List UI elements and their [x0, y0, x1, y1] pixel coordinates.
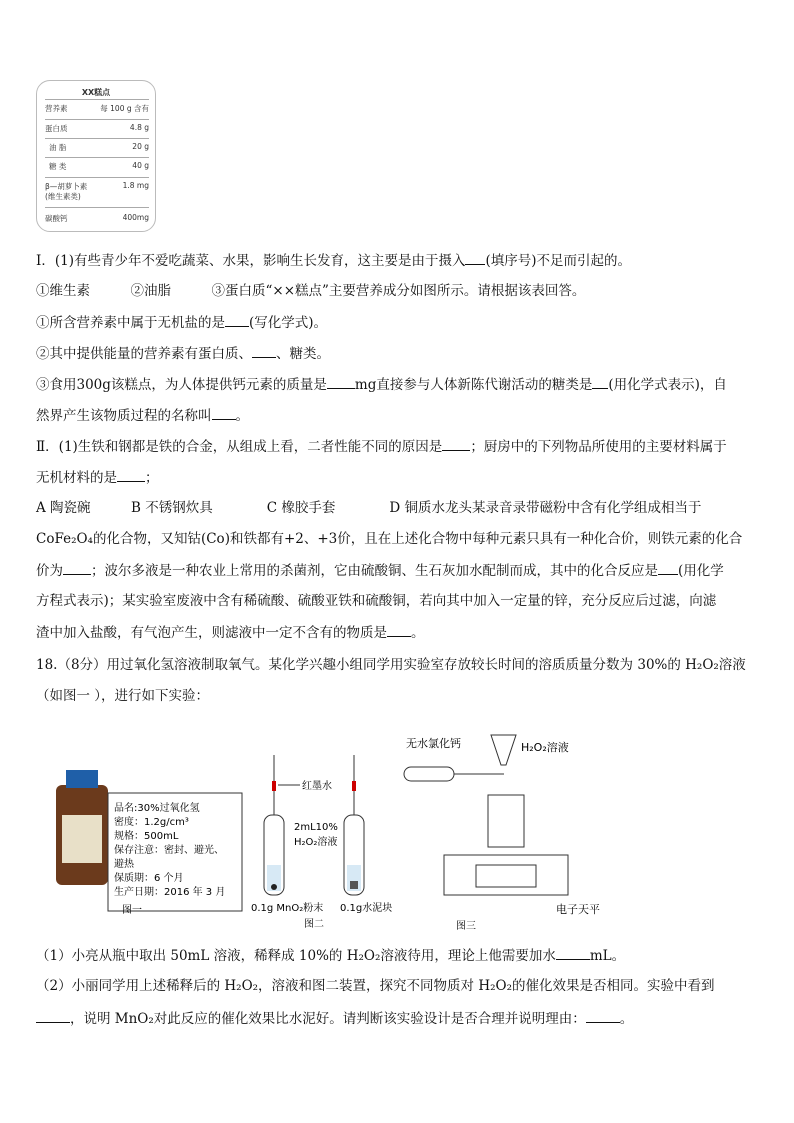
figure-3-caption: 图三: [456, 921, 476, 932]
cement-block: [350, 881, 358, 889]
red-ink-left: [272, 781, 276, 791]
text: ；: [145, 470, 159, 486]
answer-blank[interactable]: [465, 250, 485, 265]
figure-3: [404, 735, 600, 932]
info-line: 品名:30%过氧化氢: [114, 803, 200, 814]
info-line: 保质期：6 个月: [114, 873, 184, 884]
nutrition-row-value: 40 g: [132, 161, 149, 170]
question-line: [36, 945, 760, 966]
text: 方程式表示)；某实验室废液中含有稀硫酸、硫酸亚铁和硫酸铜，若向其中加入一定量的锌，充分反应后过滤，向滤: [36, 593, 717, 609]
text: CoFe₂O₄的化合物，又知钴(Co)和铁都有+2、+3价，且在上述化合物中每种元素只具有一种化合价，则铁元素的化合: [36, 531, 743, 547]
question-line: [36, 405, 760, 426]
nutrition-row-value: 20 g: [132, 142, 149, 151]
answer-blank[interactable]: [592, 374, 608, 389]
answer-blank[interactable]: [252, 343, 276, 358]
nutrition-row-name: 糖 类: [49, 162, 67, 171]
text: 无机材料的是: [36, 470, 117, 486]
question-line: [36, 560, 760, 581]
label-cement-block: 0.1g水泥块: [340, 903, 393, 914]
question-line: [36, 622, 760, 643]
text: 。: [619, 1011, 634, 1027]
text: （2）小丽同学用上述稀释后的 H₂O₂，溶液和图二装置，探究不同物质对 H₂O₂的催化效果是否相同。实验中看到: [36, 978, 715, 994]
mno2-powder: [271, 884, 277, 890]
text: 价为: [36, 563, 63, 579]
answer-blank[interactable]: [36, 1008, 70, 1023]
info-line: 避热: [114, 859, 134, 870]
text: ②其中提供能量的营养素有蛋白质、: [36, 346, 252, 362]
label-cacl2: 无水氯化钙: [406, 737, 461, 750]
label-red-ink: 红墨水: [302, 781, 332, 792]
answer-blank[interactable]: [387, 622, 411, 637]
answer-blank[interactable]: [586, 1008, 620, 1023]
question-line: [36, 436, 760, 457]
flask: [488, 795, 524, 847]
text: ①维生素 ②油脂 ③蛋白质“××糕点”主要营养成分如图所示。请根据该表回答。: [36, 283, 586, 299]
answer-blank[interactable]: [212, 405, 236, 420]
nutrition-row-value: 4.8 g: [129, 123, 149, 132]
figure-1: [56, 770, 242, 916]
answer-blank[interactable]: [658, 560, 678, 575]
label-balance: 电子天平: [556, 903, 600, 916]
answer-blank[interactable]: [225, 312, 249, 327]
text: （如图一 ），进行如下实验：: [36, 688, 210, 704]
bottle-cap: [66, 770, 98, 788]
label-solution-1: 2mL10%: [294, 822, 338, 833]
question-line: [36, 281, 760, 301]
text: (用化学式表示)，自: [608, 377, 727, 393]
nutrition-row-value: 1.8 mg: [122, 181, 149, 190]
text: Ⅰ．(1)有些青少年不爱吃蔬菜、水果，影响生长发育，这主要是由于摄入: [36, 253, 466, 269]
text: 渣中加入盐酸，有气泡产生，则滤液中一定不含有的物质是: [36, 625, 387, 641]
question-line: [36, 686, 760, 706]
text: ；波尔多液是一种农业上常用的杀菌剂，它由硫酸铜、生石灰加水配制而成，其中的化合反应是: [91, 563, 658, 579]
nutrition-row-name: 碳酸钙: [45, 214, 68, 223]
nutrition-label: [36, 80, 156, 232]
text: ③食用300g该糕点，为人体提供钙元素的质量是: [36, 377, 327, 393]
nutrition-label-title: XX糕点: [81, 88, 111, 97]
text: A 陶瓷碗 B 不锈钢炊具 C 橡胶手套 D 铜质水龙头某录音录带磁粉中含有化学组成相当于: [36, 500, 702, 516]
experiment-figures: [36, 715, 616, 932]
answer-blank[interactable]: [63, 560, 91, 575]
info-line: 生产日期：2016 年 3 月: [114, 887, 226, 898]
text: （1）小亮从瓶中取出 50mL 溶液，稀释成 10%的 H₂O₂溶液待用，理论上他需要加水: [36, 948, 556, 964]
figure-2-caption: 图二: [304, 919, 324, 930]
question-line: [36, 250, 760, 271]
figure-1-caption: 图一: [122, 905, 142, 916]
nutrition-row-value: 400mg: [122, 213, 149, 222]
text: ；厨房中的下列物品所使用的主要材料属于: [470, 439, 727, 455]
question-line: [36, 976, 760, 996]
label-h2o2: H₂O₂溶液: [521, 741, 569, 754]
text: Ⅱ．(1)生铁和钢都是铁的合金，从组成上看，二者性能不同的原因是: [36, 439, 443, 455]
question-line: [36, 655, 760, 675]
question-line: [36, 374, 760, 395]
drying-tube: [404, 767, 454, 781]
nutrition-header-left: 营养素: [45, 104, 68, 113]
question-line: [36, 343, 760, 364]
answer-blank[interactable]: [556, 945, 590, 960]
text: 。: [235, 408, 249, 424]
info-line: 规格：500mL: [114, 831, 179, 842]
answer-blank[interactable]: [117, 467, 145, 482]
answer-blank[interactable]: [442, 436, 470, 451]
bottle-label: [62, 815, 102, 863]
text: (写化学式)。: [249, 315, 328, 331]
text: ①所含营养素中属于无机盐的是: [36, 315, 225, 331]
question-line: [36, 591, 760, 611]
separatory-funnel: [491, 735, 516, 765]
text: 、糖类。: [276, 346, 330, 362]
nutrition-row-name: 油 脂: [49, 143, 67, 152]
question-line: [36, 312, 760, 333]
info-line: 密度：1.2g/cm³: [114, 817, 189, 828]
question-line: [36, 467, 760, 488]
red-ink-right: [352, 781, 356, 791]
text: mL。: [589, 948, 626, 964]
text: 然界产生该物质过程的名称叫: [36, 408, 212, 424]
label-mno2-powder: 0.1g MnO₂粉末: [251, 903, 324, 914]
balance-display: [476, 865, 536, 887]
question-line: [36, 529, 760, 549]
answer-blank[interactable]: [327, 374, 355, 389]
question-line: [36, 498, 760, 518]
text: ，说明 MnO₂对此反应的催化效果比水泥好。请判断该实验设计是否合理并说明理由：: [70, 1011, 586, 1027]
nutrition-row-name: 蛋白质: [45, 124, 68, 133]
nutrition-row-note: (维生素类): [45, 192, 81, 201]
nutrition-row-name: β—胡萝卜素: [45, 182, 88, 191]
text: 18.（8分）用过氧化氢溶液制取氧气。某化学兴趣小组同学用实验室存放较长时间的溶质质量分数为 30%的 H₂O₂溶液: [36, 657, 746, 673]
question-line: [36, 1008, 760, 1029]
nutrition-header-right: 每 100 g 含有: [100, 104, 149, 113]
text: (填序号)不足而引起的。: [485, 253, 632, 269]
text: mg直接参与人体新陈代谢活动的糖类是: [354, 377, 593, 393]
text: (用化学: [678, 563, 724, 579]
text: 。: [411, 625, 425, 641]
info-line: 保存注意：密封、避光、: [114, 845, 224, 856]
label-solution-2: H₂O₂溶液: [294, 837, 338, 848]
figure-2: [251, 755, 392, 930]
